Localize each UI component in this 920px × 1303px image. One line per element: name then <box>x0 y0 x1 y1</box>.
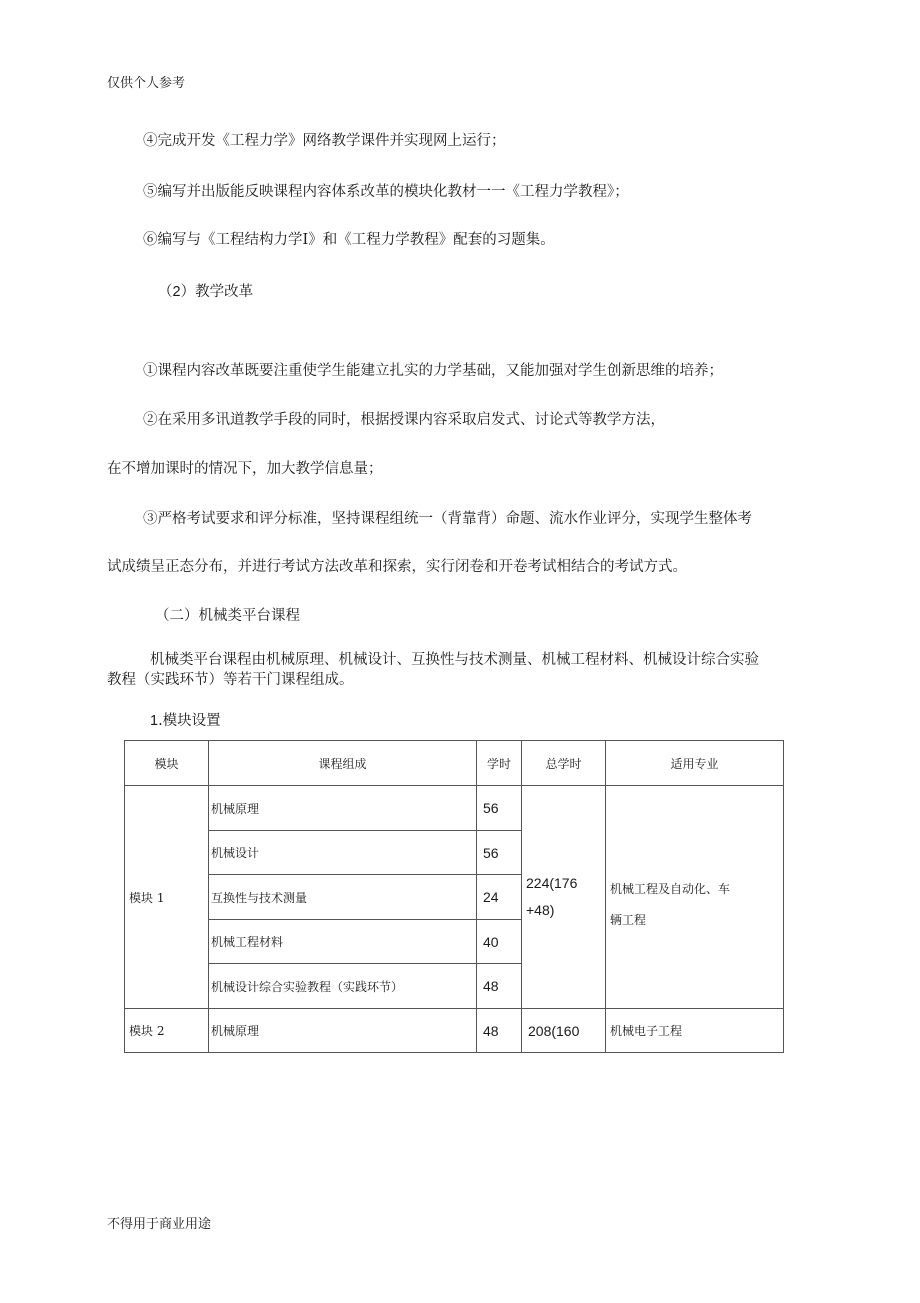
reform-item-3-line1: ③严格考试要求和评分标准，坚持课程组统一（背靠背）命题、流水作业评分，实现学生整体考 <box>143 511 752 527</box>
reform-item-3-line2: 试成绩呈正态分布，并进行考试方法改革和探索，实行闭卷和开卷考试相结合的考试方式。 <box>107 559 687 575</box>
reform-heading <box>158 280 253 301</box>
header-hours: 学时 <box>477 741 522 786</box>
header-courses: 课程组成 <box>209 741 477 786</box>
module-2-total: 208(160 <box>522 1009 606 1053</box>
course-hours: 48 <box>477 1009 522 1053</box>
module-1-major-line1: 机械工程及自动化、车 <box>610 881 731 896</box>
course-name: 互换性与技术测量 <box>209 875 477 920</box>
course-hours: 56 <box>477 786 522 831</box>
module-1-total-line2: +48) <box>526 902 555 918</box>
header-total-hours: 总学时 <box>522 741 606 786</box>
reform-title: 教学改革 <box>195 284 254 300</box>
item-5: ⑤编写并出版能反映课程内容体系改革的模块化教材一一《工程力学教程》； <box>143 184 629 200</box>
module-1-major <box>606 786 784 1009</box>
module-1-total-line1: 224(176 <box>526 875 578 891</box>
subsection-title <box>150 709 221 730</box>
course-name: 机械设计 <box>209 831 477 875</box>
subsection-number: 1 <box>150 713 159 729</box>
header-module: 模块 <box>125 741 209 786</box>
module-table <box>124 740 784 1053</box>
module-1-name: 模块 1 <box>125 786 209 1009</box>
module-2-name: 模块 2 <box>125 1009 209 1053</box>
course-name: 机械原理 <box>209 1009 477 1053</box>
course-name: 机械原理 <box>209 786 477 831</box>
header-major: 适用专业 <box>606 741 784 786</box>
course-name: 机械工程材料 <box>209 920 477 964</box>
reform-item-2-line2: 在不增加课时的情况下，加大教学信息量； <box>107 461 383 477</box>
section-2-intro-line1: 机械类平台课程由机械原理、机械设计、互换性与技术测量、机械工程材料、机械设计综合实验 <box>150 652 759 668</box>
course-hours: 56 <box>477 831 522 875</box>
section-2-title: （二）机械类平台课程 <box>155 608 300 624</box>
reform-number: （2） <box>158 284 196 300</box>
module-2-major: 机械电子工程 <box>606 1009 784 1053</box>
subsection-label: .模块设置 <box>158 713 221 729</box>
course-hours: 40 <box>477 920 522 964</box>
course-hours: 24 <box>477 875 522 920</box>
item-4: ④完成开发《工程力学》网络教学课件并实现网上运行； <box>143 133 506 149</box>
table-row <box>125 786 784 831</box>
module-1-major-line2: 辆工程 <box>610 912 647 927</box>
section-2-intro-line2: 教程（实践环节）等若干门课程组成。 <box>107 672 354 688</box>
page-footer: 不得用于商业用途 <box>107 1217 212 1232</box>
table-header-row <box>125 741 784 786</box>
item-6: ⑥编写与《工程结构力学Ⅰ》和《工程力学教程》配套的习题集。 <box>143 232 555 248</box>
table-row <box>125 1009 784 1053</box>
reform-item-1: ①课程内容改革既要注重使学生能建立扎实的力学基础，又能加强对学生创新思维的培养； <box>143 363 723 379</box>
course-name: 机械设计综合实验教程（实践环节） <box>209 964 477 1009</box>
course-hours: 48 <box>477 964 522 1009</box>
page-header: 仅供个人参考 <box>107 76 186 91</box>
module-1-total <box>522 786 606 1009</box>
reform-item-2-line1: ②在采用多讯道教学手段的同时，根据授课内容采取启发式、讨论式等教学方法， <box>143 412 665 428</box>
